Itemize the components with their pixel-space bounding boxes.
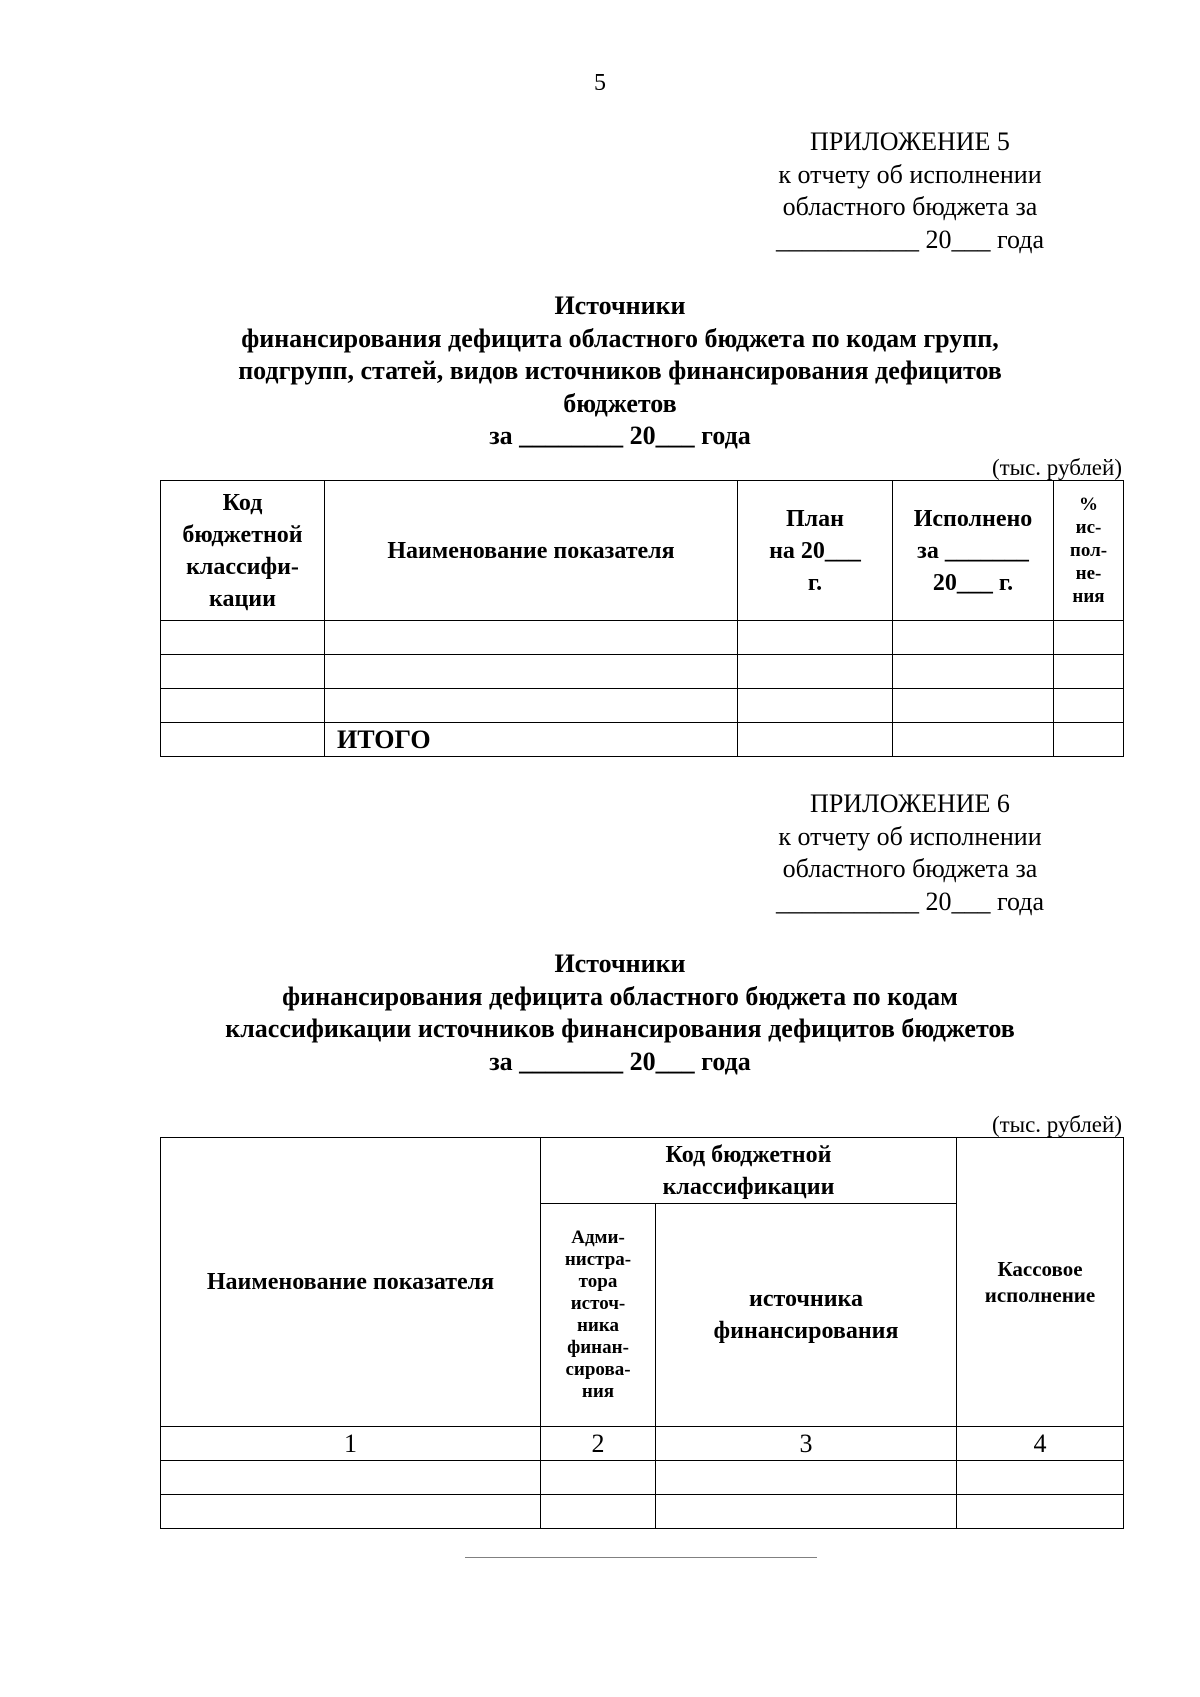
- table-header-row: [161, 1138, 1124, 1204]
- sources-by-group-table: [160, 480, 1124, 757]
- column-number: 1: [161, 1427, 541, 1461]
- table-row: [161, 1461, 1124, 1495]
- appendix-6-subtitle-line: областного бюджета за: [782, 854, 1038, 883]
- title-line: за ________ 20___ года: [489, 1046, 751, 1076]
- header-percent-executed: % ис- пол- не- ния: [1054, 481, 1124, 621]
- column-number: 2: [541, 1427, 656, 1461]
- title-line: Источники: [554, 949, 686, 978]
- header-indicator-name: Наименование показателя: [325, 481, 738, 621]
- table-header-row: [161, 481, 1124, 621]
- title-line: финансирования дефицита областного бюджета по кодам групп,: [241, 323, 999, 353]
- appendix-5-period-line: ___________ 20___ года: [775, 224, 1045, 254]
- page-number: 5: [594, 70, 606, 96]
- header-budget-classification-code: Код бюджетной классификации: [541, 1138, 957, 1204]
- title-line: бюджетов: [563, 388, 677, 418]
- header-indicator-name: Наименование показателя: [161, 1138, 541, 1427]
- header-plan: План на 20___ г.: [738, 481, 893, 621]
- appendix-5-subtitle-line: областного бюджета за: [782, 192, 1038, 221]
- table-row: [161, 621, 1124, 655]
- table-row: [161, 1495, 1124, 1529]
- header-budget-code: Код бюджетной классифи- кации: [161, 481, 325, 621]
- footer-divider: [465, 1557, 817, 1558]
- title-line: за ________ 20___ года: [489, 421, 751, 450]
- appendix-6-heading: [710, 788, 1110, 918]
- title-line: финансирования дефицита областного бюджета по кодам: [282, 981, 958, 1011]
- units-label: (тыс. рублей): [991, 455, 1122, 480]
- total-label: ИТОГО: [325, 723, 738, 757]
- header-cash-execution: Кассовое исполнение: [957, 1138, 1124, 1427]
- header-source-administrator: Адми- нистра- тора источ- ника финан- сирова- ния: [541, 1204, 656, 1427]
- table-row: [161, 689, 1124, 723]
- appendix-6-period-line: ___________ 20___ года: [775, 886, 1045, 916]
- appendix-5-title: ПРИЛОЖЕНИЕ 5: [810, 127, 1010, 156]
- title-line: Источники: [554, 291, 686, 320]
- title-line: подгрупп, статей, видов источников финансирования дефицитов: [238, 356, 1002, 385]
- units-label: (тыс. рублей): [991, 1112, 1122, 1137]
- column-number: 3: [656, 1427, 957, 1461]
- table-row: [161, 655, 1124, 689]
- appendix-5-subtitle-line: к отчету об исполнении: [778, 159, 1042, 189]
- appendix-6-subtitle-line: к отчету об исполнении: [778, 821, 1042, 851]
- appendix-6-title: ПРИЛОЖЕНИЕ 6: [810, 789, 1010, 818]
- appendix-5-heading: [710, 126, 1110, 256]
- title-line: классификации источников финансирования дефицитов бюджетов: [225, 1014, 1015, 1043]
- header-executed: Исполнено за _______ 20___ г.: [893, 481, 1054, 621]
- total-row: [161, 723, 1124, 757]
- header-financing-source: источника финансирования: [656, 1204, 957, 1427]
- column-number-row: [161, 1427, 1124, 1461]
- section-6-title: [160, 948, 1080, 1078]
- column-number: 4: [957, 1427, 1124, 1461]
- sources-by-classification-table: [160, 1137, 1124, 1529]
- section-5-title: [160, 290, 1080, 453]
